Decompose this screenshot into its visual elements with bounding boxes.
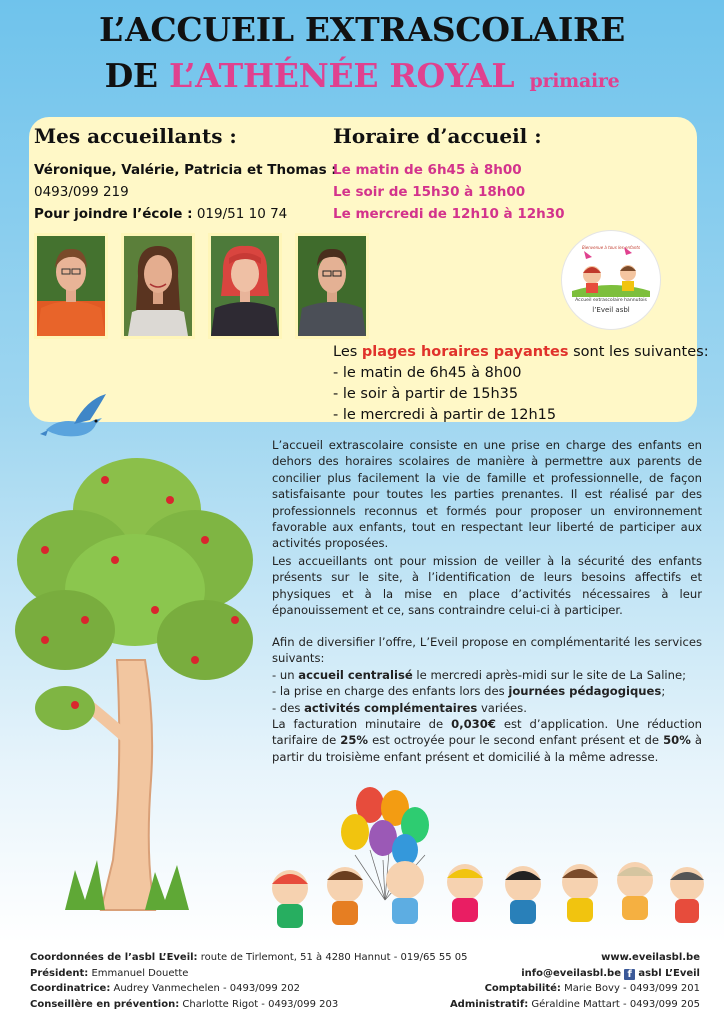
p4d: 25% [340, 733, 369, 748]
body-paragraph-3 [272, 634, 702, 716]
footer-left [30, 950, 468, 1012]
eveil-logo [561, 230, 661, 330]
footer-coordinator [30, 981, 468, 997]
staff-phone: 0493/099 219 [34, 184, 129, 200]
schedule-heading: Horaire d’accueil : [333, 124, 542, 148]
title-line-1: L’ACCUEIL EXTRASCOLAIRE [98, 10, 626, 49]
p3-l1b: accueil centralisé [298, 667, 413, 682]
footer-coordinator-label: Coordinatrice: [30, 983, 111, 994]
staff-names: Véronique, Valérie, Patricia et Thomas : [34, 162, 337, 178]
footer-accounting-value: Marie Bovy - 0493/099 201 [560, 983, 700, 994]
footer-address-label: Coordonnées de l’asbl L’Eveil: [30, 952, 198, 963]
staff-photo-4 [295, 233, 369, 339]
footer-address-value: route de Tirlemont, 51 à 4280 Hannut - 019/65 55 05 [197, 952, 468, 963]
schedule-wednesday: Le mercredi de 12h10 à 12h30 [333, 206, 565, 222]
footer-president-value: Emmanuel Douette [88, 967, 189, 979]
footer-prevention-value: Charlotte Rigot - 0493/099 203 [179, 998, 339, 1010]
p3-l3b: activités complémentaires [304, 700, 478, 715]
footer-admin-label: Administratif: [449, 998, 529, 1010]
paid-intro-b: sont les suivantes: [568, 344, 709, 360]
body-paragraph-2 [272, 553, 702, 619]
facebook-icon: f [624, 969, 635, 980]
p4a: La facturation minutaire de [272, 717, 452, 731]
p3-l1c: le mercredi après-midi sur le site de La Saline; [412, 667, 687, 682]
p4f: 50% [663, 733, 691, 748]
p3-l1a: - un [272, 667, 299, 682]
body-paragraph-1 [272, 437, 702, 552]
body-p3-line-3 [272, 700, 702, 716]
footer-accounting-label: Comptabilité: [484, 983, 561, 994]
footer-facebook-link[interactable]: asbl L’Eveil [638, 967, 700, 979]
paid-item-morning: - le matin de 6h45 à 8h00 [333, 365, 522, 381]
p4c: est d’application. Une réduction tarifaire de [272, 717, 703, 748]
paid-hours [333, 342, 709, 426]
staff-photo-3 [208, 233, 282, 339]
p4e: est octroyée pour le second enfant présent et de [368, 733, 664, 748]
paid-intro [333, 342, 709, 363]
body-p3-line-2 [272, 683, 702, 699]
body-paragraph-4 [272, 716, 702, 765]
footer-admin [450, 997, 700, 1013]
paid-item-evening: - le soir à partir de 15h35 [333, 386, 519, 402]
logo-slogan: Bienvenue à tous les enfants [581, 245, 641, 250]
bird-illustration [38, 390, 110, 446]
title-line-2 [0, 56, 724, 95]
footer-prevention-label: Conseillère en prévention: [30, 998, 180, 1010]
school-phone: 019/51 10 74 [196, 206, 288, 222]
staff-photo-2 [121, 233, 195, 339]
body-p2-text: Les accueillants ont pour mission de veiller à la sécurité des enfants présents sur le site, à l’identification de leurs besoins affectifs et physiques et à la mise en place d’activités nécessaires à leur épanouissement et ce, sans contraindre celui-ci à participer. [272, 554, 702, 618]
logo-line-2: l’Eveil asbl [592, 306, 630, 314]
p3-l3a: - des [272, 700, 305, 715]
p4g: à partir du troisième enfant présent et domicilié à la même adresse. [272, 733, 702, 764]
title-level: primaire [529, 70, 620, 92]
schedule-morning: Le matin de 6h45 à 8h00 [333, 162, 522, 178]
body-p1-text: L’accueil extrascolaire consiste en une prise en charge des enfants en dehors des horaires scolaires de manière à permettre aux parents de concilier plus facilement la vie de famille et professionnelle, de façon satisfaisante pour toutes les parties prenantes. Il est réalisé par des professionnels reconnus et formés pour proposer un environnement favorable aux enfants, tout en respectant leur liberté de participer aux activités proposées. [272, 438, 702, 551]
footer-right [450, 950, 700, 1012]
p3-l2c: ; [661, 684, 666, 699]
body-p4-text [272, 716, 702, 765]
footer-coordinator-value: Audrey Vanmechelen - 0493/099 202 [110, 983, 300, 994]
school-label: Pour joindre l’école : [34, 206, 193, 222]
paid-highlight: plages horaires payantes [361, 344, 569, 360]
body-p3-line-1 [272, 667, 702, 683]
title-school-name: L’ATHÉNÉE ROYAL [168, 56, 515, 95]
tree-illustration [5, 440, 267, 920]
footer-president [30, 966, 468, 982]
footer-address [30, 950, 468, 966]
body-p3-intro: Afin de diversifier l’offre, L’Eveil propose en complémentarité les services suivants: [272, 635, 702, 666]
school-contact [34, 206, 287, 222]
staff-photo-1 [34, 233, 108, 339]
schedule-evening: Le soir de 15h30 à 18h00 [333, 184, 526, 200]
footer-admin-value: Géraldine Mattart - 0493/099 205 [528, 998, 700, 1010]
footer-president-label: Président: [30, 967, 89, 979]
title-de: DE [104, 56, 158, 95]
balloons-children-illustration [255, 780, 715, 940]
staff-heading: Mes accueillants : [34, 124, 237, 148]
logo-line-1: Accueil extrascolaire hannutois [575, 298, 647, 303]
footer-website-link[interactable]: www.eveilasbl.be [601, 952, 700, 963]
p3-l2b: journées pédagogiques [508, 684, 662, 699]
paid-intro-a: Les [333, 344, 362, 360]
p3-l2a: - la prise en charge des enfants lors des [272, 684, 509, 699]
footer-email-link[interactable]: info@eveilasbl.be [521, 967, 621, 979]
footer-prevention [30, 997, 468, 1013]
footer-accounting [450, 981, 700, 997]
paid-item-wednesday: - le mercredi à partir de 12h15 [333, 407, 557, 423]
p4b: 0,030€ [451, 717, 496, 731]
p3-l3c: variées. [477, 700, 527, 715]
